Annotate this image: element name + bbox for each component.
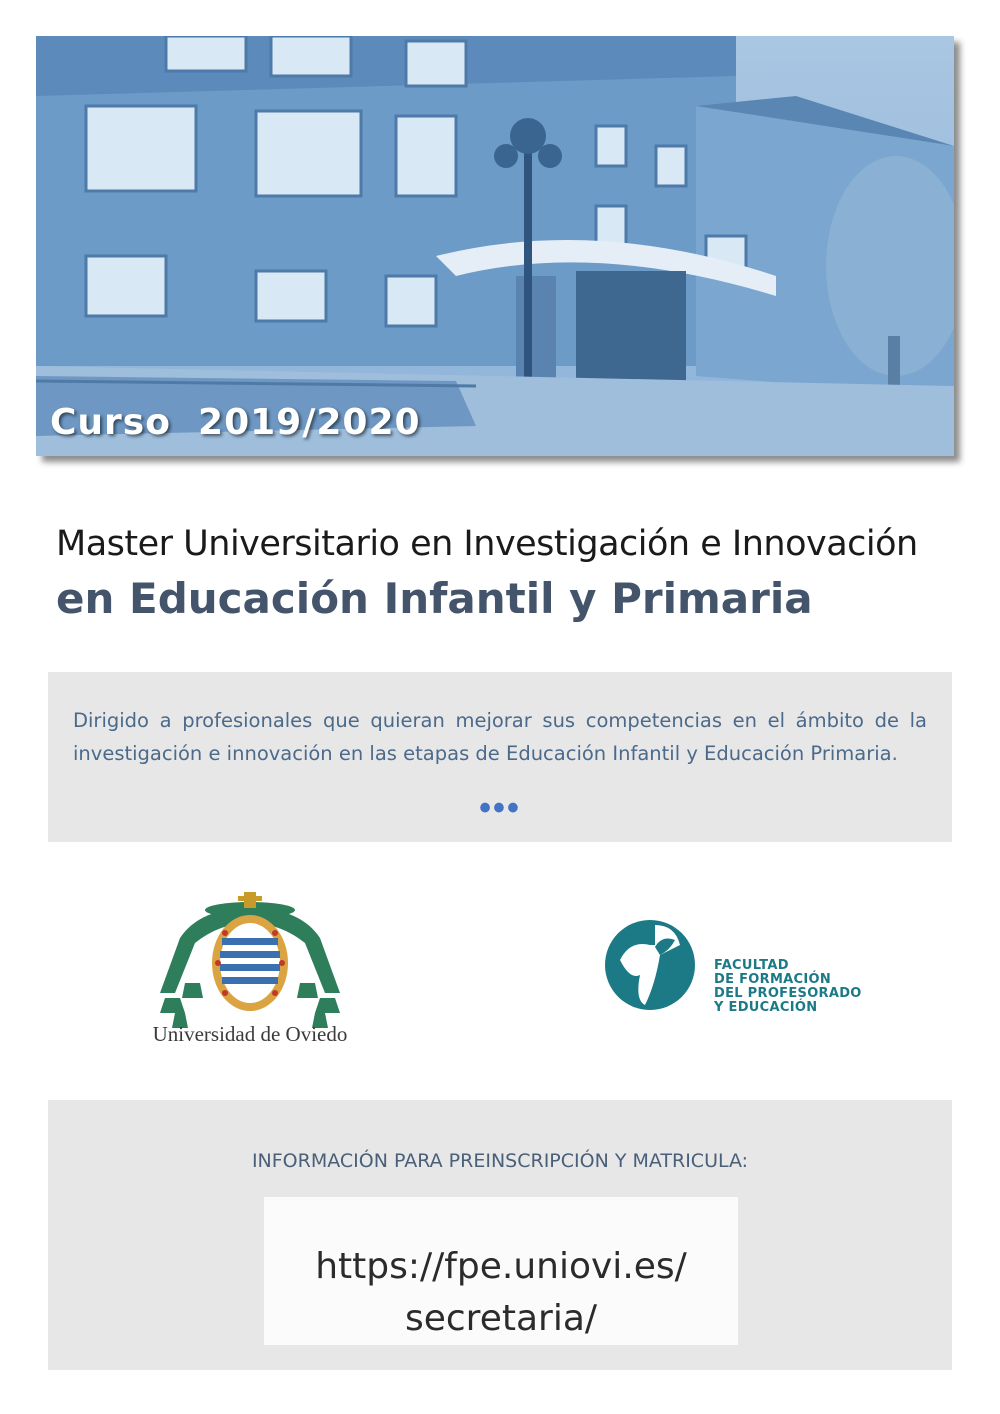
- faculty-logo-icon: [600, 915, 710, 1015]
- faculty-name-line: FACULTAD: [714, 958, 789, 973]
- university-building-photo: [36, 36, 954, 456]
- description-text: Dirigido a profesionales que quieran mejorar sus competencias en el ámbito de la investigación e innovación en las etapas de Educación Infantil y Educación Primaria.: [73, 709, 927, 765]
- faculty-name-line: DE FORMACIÓN: [714, 972, 832, 987]
- page-title: Master Universitario en Investigación e Innovación: [56, 524, 918, 564]
- university-name: Universidad de Oviedo: [152, 1022, 348, 1046]
- page-subtitle: en Educación Infantil y Primaria: [56, 574, 813, 623]
- hero-photo: [36, 36, 954, 456]
- description-box: [48, 672, 952, 842]
- faculty-name: [714, 959, 862, 1015]
- info-box: [48, 1100, 952, 1370]
- url-line: https://fpe.uniovi.es/: [315, 1246, 687, 1287]
- faculty-name-line: DEL PROFESORADO: [714, 986, 862, 1001]
- course-label: Curso 2019/2020: [50, 402, 421, 443]
- secretaria-link[interactable]: [264, 1241, 738, 1345]
- faculty-name-line: Y EDUCACIÓN: [714, 1000, 818, 1015]
- info-label: INFORMACIÓN PARA PREINSCRIPCIÓN Y MATRICULA:: [251, 1150, 749, 1172]
- url-line: secretaria/: [404, 1298, 598, 1339]
- url-box: [264, 1197, 738, 1345]
- ellipsis-icon: •••: [479, 789, 521, 827]
